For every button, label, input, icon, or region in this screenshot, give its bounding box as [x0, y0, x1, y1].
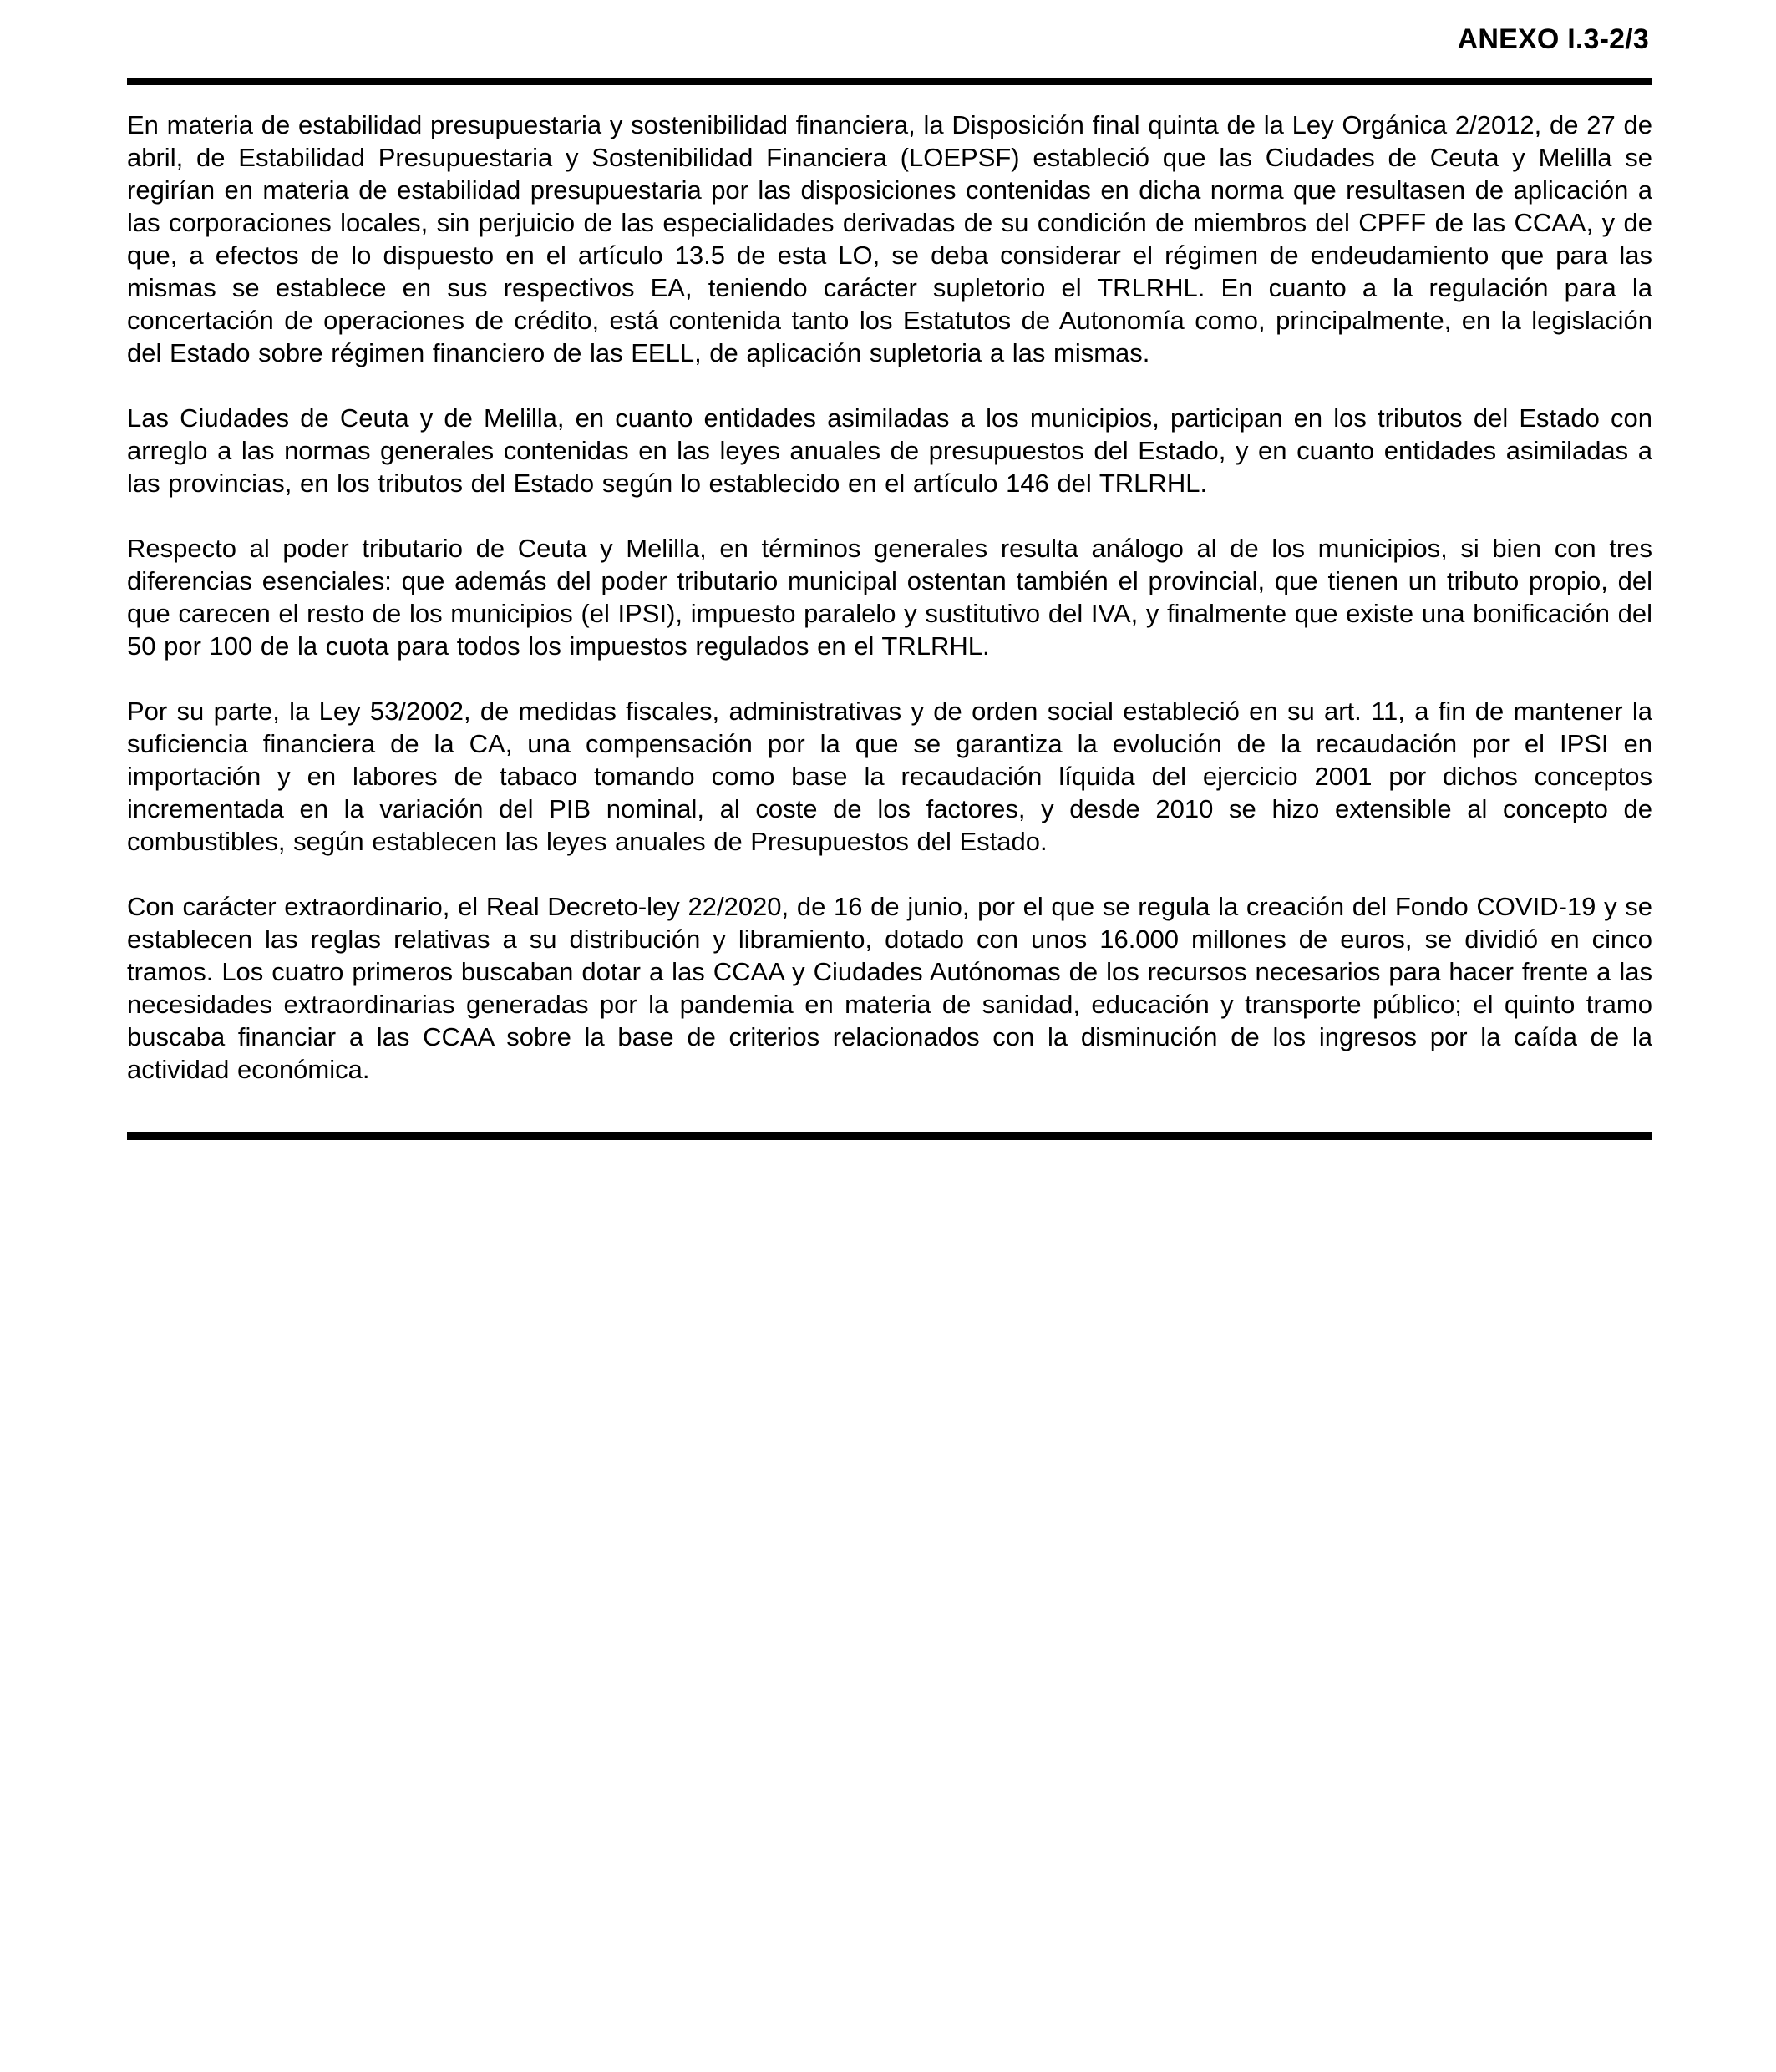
bottom-rule	[127, 1132, 1652, 1140]
top-rule	[127, 78, 1652, 85]
page-header	[127, 23, 1652, 56]
document-body	[127, 109, 1652, 1086]
anexo-label: ANEXO I.3-2/3	[1457, 23, 1649, 55]
paragraph-4: Por su parte, la Ley 53/2002, de medidas fiscales, administrativas y de orden social estableció en su art. 11, a fin de mantener la suficiencia financiera de la CA, una compensación por la que se garantiza la evolución de la recaudación por el IPSI en importación y en labores de tabaco tomando como base la recaudación líquida del ejercicio 2001 por dichos conceptos incrementada en la variación del PIB nominal, al coste de los factores, y desde 2010 se hizo extensible al concepto de combustibles, según establecen las leyes anuales de Presupuestos del Estado.	[127, 697, 1652, 856]
paragraph-1: En materia de estabilidad presupuestaria y sostenibilidad financiera, la Disposición final quinta de la Ley Orgánica 2/2012, de 27 de abril, de Estabilidad Presupuestaria y Sostenibilidad Financiera (LOEPSF) estableció que las Ciudades de Ceuta y Melilla se regirían en materia de estabilidad presupuestaria por las disposiciones contenidas en dicha norma que resultasen de aplicación a las corporaciones locales, sin perjuicio de las especialidades derivadas de su condición de miembros del CPFF de las CCAA, y de que, a efectos de lo dispuesto en el artículo 13.5 de esta LO, se deba considerar el régimen de endeudamiento que para las mismas se establece en sus respectivos EA, teniendo carácter supletorio el TRLRHL. En cuanto a la regulación para la concertación de operaciones de crédito, está contenida tanto los Estatutos de Autonomía como, principalmente, en la legislación del Estado sobre régimen financiero de las EELL, de aplicación supletoria a las mismas.	[127, 110, 1652, 367]
paragraph-3: Respecto al poder tributario de Ceuta y Melilla, en términos generales resulta análogo al de los municipios, si bien con tres diferencias esenciales: que además del poder tributario municipal ostentan también el provincial, que tienen un tributo propio, del que carecen el resto de los municipios (el IPSI), impuesto paralelo y sustitutivo del IVA, y finalmente que existe una bonificación del 50 por 100 de la cuota para todos los impuestos regulados en el TRLRHL.	[127, 534, 1652, 661]
paragraph-5: Con carácter extraordinario, el Real Decreto-ley 22/2020, de 16 de junio, por el que se regula la creación del Fondo COVID-19 y se establecen las reglas relativas a su distribución y libramiento, dotado con unos 16.000 millones de euros, se dividió en cinco tramos. Los cuatro primeros buscaban dotar a las CCAA y Ciudades Autónomas de los recursos necesarios para hacer frente a las necesidades extraordinarias generadas por la pandemia en materia de sanidad, educación y transporte público; el quinto tramo buscaba financiar a las CCAA sobre la base de criterios relacionados con la disminución de los ingresos por la caída de la actividad económica.	[127, 892, 1652, 1084]
paragraph-2: Las Ciudades de Ceuta y de Melilla, en cuanto entidades asimiladas a los municipios, participan en los tributos del Estado con arreglo a las normas generales contenidas en las leyes anuales de presupuestos del Estado, y en cuanto entidades asimiladas a las provincias, en los tributos del Estado según lo establecido en el artículo 146 del TRLRHL.	[127, 403, 1652, 498]
